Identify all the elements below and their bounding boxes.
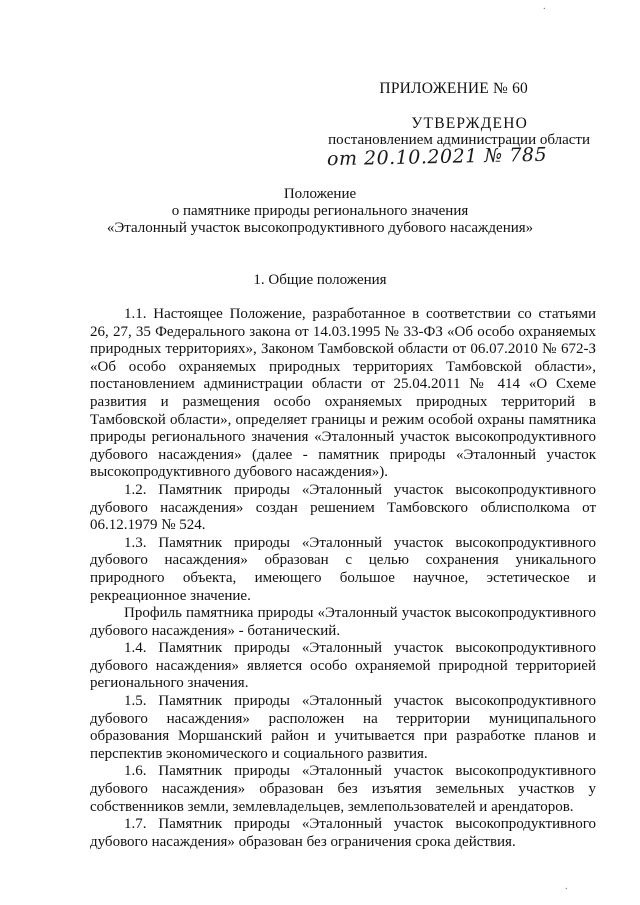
handwritten-date-number: от 20.10.2021 № 785 (326, 143, 548, 171)
paragraph-1-5: 1.5. Памятник природы «Эталонный участок высокопродуктивного дубового насаждения» расположен на территории муниципального образования Моршанский район и учитывается при разработке планов и перспектив экономического и социального развития. (90, 693, 596, 762)
section-heading: 1. Общие положения (253, 272, 387, 288)
paragraph-1-2: 1.2. Памятник природы «Эталонный участок высокопродуктивного дубового насаждения» создан решением Тамбовского облисполкома от 06.12.1979 № 524. (90, 481, 596, 534)
paragraph-1-1: 1.1. Настоящее Положение, разработанное в соответствии со статьями 26, 27, 35 Федерального закона от 14.03.1995 № 33-ФЗ «Об особо охраняемых природных территориях», Законом Тамбовской области от 06.07.2010 № 672-З «Об особо охраняемых природных территориях Тамбовской области», постановлением администрации области от 25.04.2011 № 414 «О Схеме развития и размещения особо охраняемых природных территорий в Тамбовской области», определяет границы и режим особой охраны памятника природы регионального значения «Эталонный участок высокопродуктивного дубового насаждения» (далее - памятник природы «Эталонный участок высокопродуктивного дубового насаждения»). (90, 306, 596, 481)
paragraph-1-4: 1.4. Памятник природы «Эталонный участок высокопродуктивного дубового насаждения» является особо охраняемой природной территорией регионального значения. (90, 640, 596, 692)
approved-label: УТВЕРЖДЕНО (411, 115, 528, 132)
document-title (0, 186, 640, 237)
approved-by-line: постановлением администрации области (328, 132, 590, 148)
paragraph-1-7: 1.7. Памятник природы «Эталонный участок высокопродуктивного дубового насаждения» образован без ограничения срока действия. (90, 816, 596, 850)
scan-speck: · (564, 884, 568, 895)
title-line-2: о памятнике природы регионального значения (171, 203, 469, 219)
paragraph-profile: Профиль памятника природы «Эталонный участок высокопродуктивного дубового насаждения» - ботанический. (90, 605, 596, 639)
document-body (90, 306, 596, 851)
annex-number: ПРИЛОЖЕНИЕ № 60 (379, 80, 528, 97)
title-line-1: Положение (283, 186, 357, 202)
title-line-3: «Эталонный участок высокопродуктивного дубового насаждения» (106, 220, 534, 236)
scan-speck: · (542, 4, 546, 15)
paragraph-1-6: 1.6. Памятник природы «Эталонный участок высокопродуктивного дубового насаждения» образован без изъятия земельных участков у собственников земли, землевладельцев, землепользователей и арендаторов. (90, 763, 596, 815)
paragraph-1-3: 1.3. Памятник природы «Эталонный участок высокопродуктивного дубового насаждения» образован с целью сохранения уникального природного объекта, имеющего большое научное, эстетическое и рекреационное значение. (90, 534, 596, 604)
